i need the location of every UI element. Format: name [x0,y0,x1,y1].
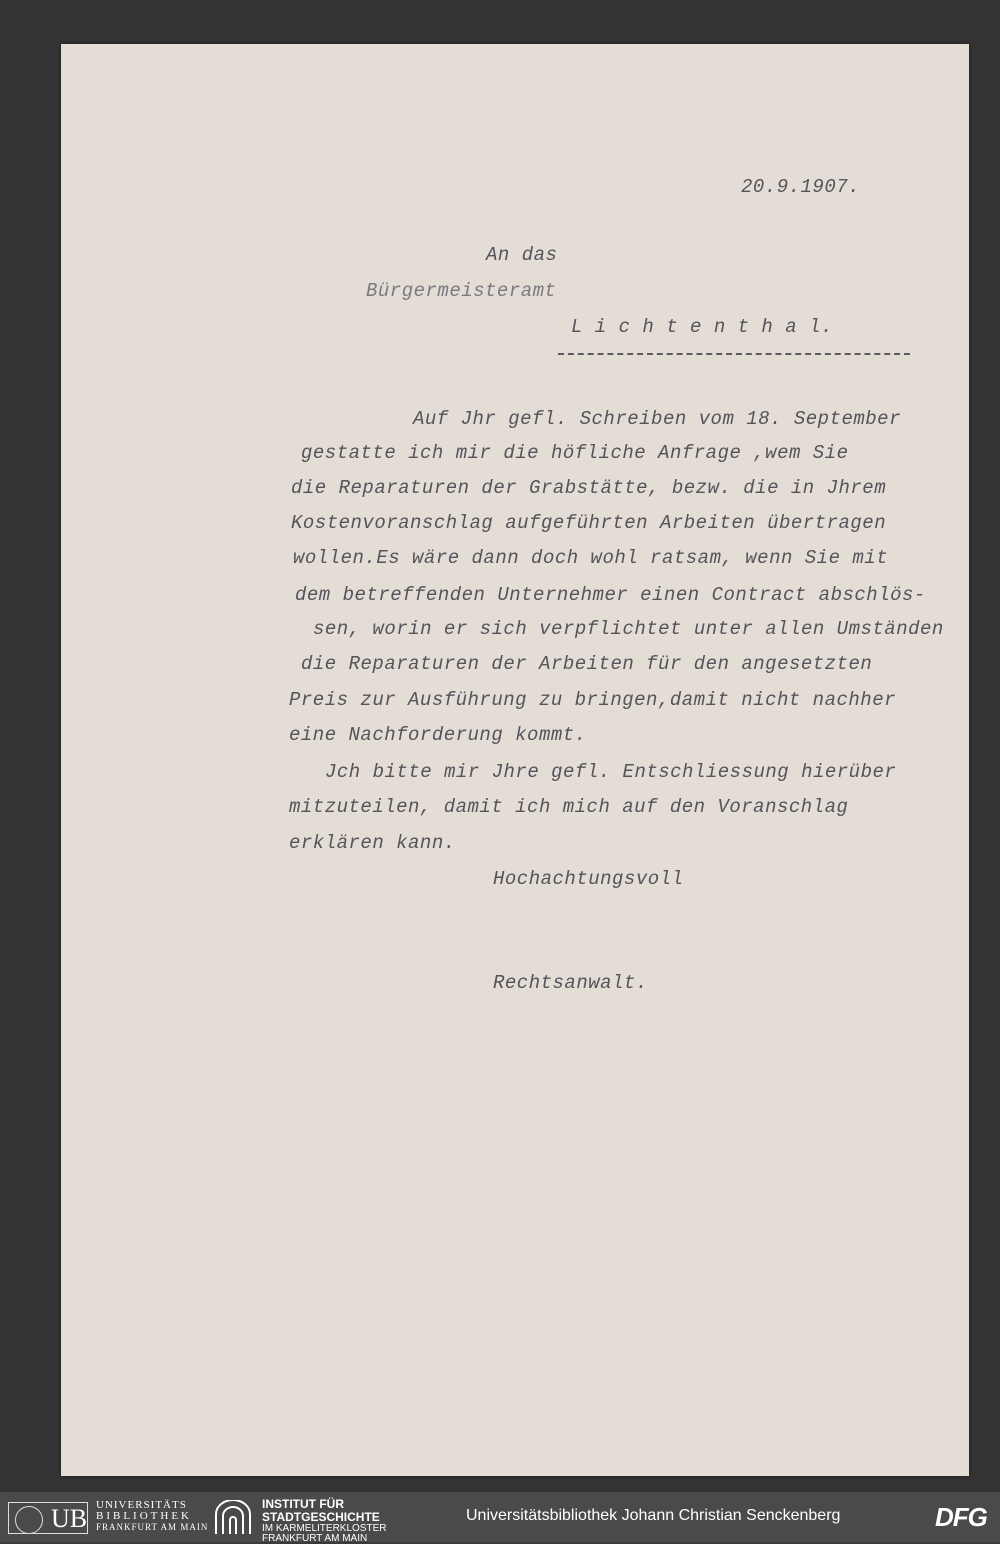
recipient-line-2: Bürgermeisteramt [366,280,557,302]
closing: Hochachtungsvoll [493,868,684,890]
ub-line-2: BIBLIOTHEK [96,1510,192,1522]
body-line: Auf Jhr gefl. Schreiben vom 18. September [413,408,901,430]
ub-logo[interactable] [8,1502,88,1534]
inst-line-4: FRANKFURT AM MAIN [262,1533,368,1544]
body-line: Preis zur Ausführung zu bringen,damit nicht nachher [289,689,896,711]
letter-page [61,44,969,1476]
ub-line-3: FRANKFURT AM MAIN [96,1522,209,1532]
recipient-line-1: An das [486,244,558,266]
inst-line-2: STADTGESCHICHTE [262,1510,380,1524]
footer-bar [0,1492,1000,1542]
institute-name [262,1498,386,1544]
body-line: gestatte ich mir die höfliche Anfrage ,wem Sie [301,442,849,464]
institute-building-icon[interactable] [214,1500,252,1534]
inst-line-1: INSTITUT FÜR [262,1497,344,1511]
body-line: sen, worin er sich verpflichtet unter allen Umständen [313,618,944,640]
body-line: wollen.Es wäre dann doch wohl ratsam, wenn Sie mit [293,547,889,569]
signature: Rechtsanwalt. [493,972,648,994]
body-line: erklären kann. [289,832,456,854]
dfg-logo[interactable]: DFG [935,1502,987,1532]
body-line: eine Nachforderung kommt. [289,724,587,746]
body-line: die Reparaturen der Arbeiten für den angesetzten [301,653,873,675]
body-line: dem betreffenden Unternehmer einen Contract abschlös- [295,584,926,606]
recipient-line-3: L i c h t e n t h a l. [571,316,833,338]
body-line: Jch bitte mir Jhre gefl. Entschliessung hierüber [325,761,897,783]
underline-rule [558,353,910,355]
body-line: mitzuteilen, damit ich mich auf den Voranschlag [289,796,849,818]
inst-line-3: IM KARMELITERKLOSTER [262,1523,387,1534]
letter-date: 20.9.1907. [741,176,861,198]
ub-logo-text: UB [51,1504,88,1533]
library-caption[interactable]: Universitätsbibliothek Johann Christian Senckenberg [466,1507,841,1524]
ub-line-1: UNIVERSITÄTS [96,1499,187,1511]
body-line: die Reparaturen der Grabstätte, bezw. die in Jhrem [291,477,887,499]
body-line: Kostenvoranschlag aufgeführten Arbeiten übertragen [291,512,887,534]
ub-name [96,1500,208,1533]
portrait-icon [15,1506,43,1534]
